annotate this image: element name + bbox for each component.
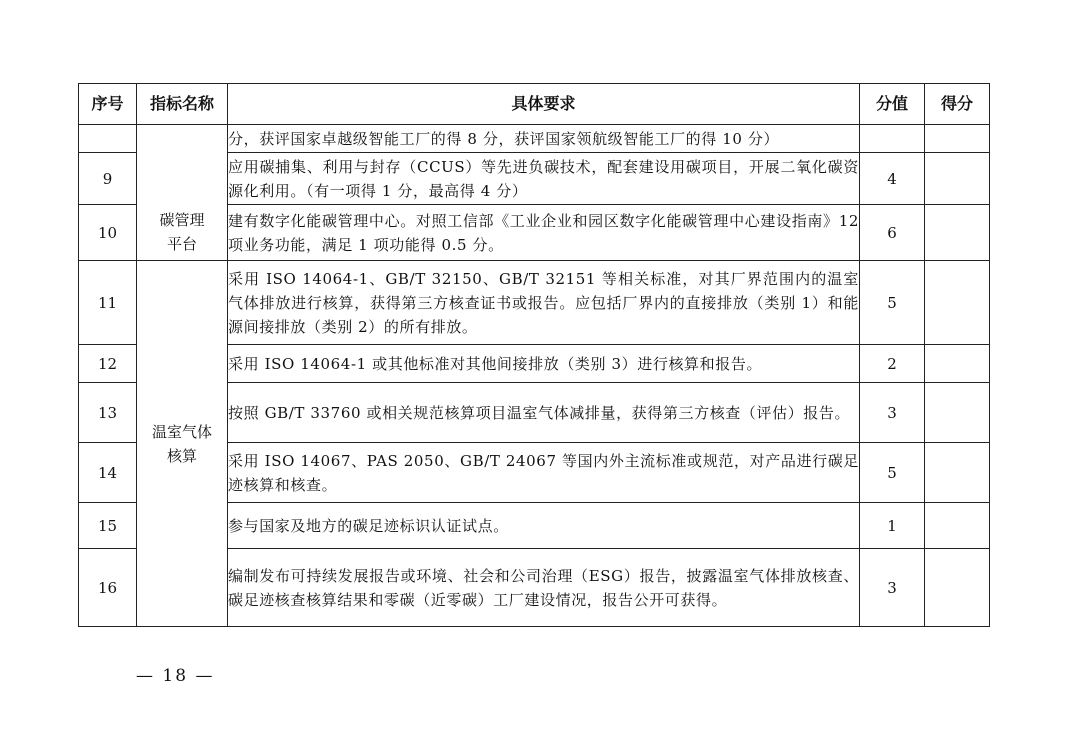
row-earned [925, 383, 990, 443]
page-number: — 18 — [136, 666, 215, 686]
row-serial: 12 [79, 345, 137, 383]
row-earned [925, 153, 990, 205]
row-score [860, 125, 925, 153]
row-serial: 14 [79, 443, 137, 503]
table-header-row [79, 84, 990, 125]
row-score: 3 [860, 383, 925, 443]
row-earned [925, 345, 990, 383]
row-serial: 13 [79, 383, 137, 443]
row-earned [925, 503, 990, 549]
row-earned [925, 443, 990, 503]
row-requirement: 采用 ISO 14064-1、GB/T 32150、GB/T 32151 等相关标准，对其厂界范围内的温室气体排放进行核算，获得第三方核查证书或报告。应包括厂界内的直接排放（类别 1）和能源间接排放（类别 2）的所有排放。 [228, 261, 860, 345]
row-serial: 9 [79, 153, 137, 205]
row-serial: 15 [79, 503, 137, 549]
row-requirement: 编制发布可持续发展报告或环境、社会和公司治理（ESG）报告，披露温室气体排放核查、碳足迹核查核算结果和零碳（近零碳）工厂建设情况，报告公开可获得。 [228, 549, 860, 627]
row-requirement: 应用碳捕集、利用与封存（CCUS）等先进负碳技术，配套建设用碳项目，开展二氧化碳资源化利用。（有一项得 1 分，最高得 4 分） [228, 153, 860, 205]
row-earned [925, 125, 990, 153]
row-score: 3 [860, 549, 925, 627]
indicator-name-carbon-platform [137, 125, 228, 261]
row-requirement: 采用 ISO 14067、PAS 2050、GB/T 24067 等国内外主流标准或规范，对产品进行碳足迹核算和核查。 [228, 443, 860, 503]
row-earned [925, 261, 990, 345]
row-score: 6 [860, 205, 925, 261]
table-row [79, 125, 990, 153]
row-earned [925, 549, 990, 627]
header-earned: 得分 [925, 84, 990, 125]
row-score: 2 [860, 345, 925, 383]
row-serial: 10 [79, 205, 137, 261]
row-score: 5 [860, 443, 925, 503]
row-score: 5 [860, 261, 925, 345]
row-requirement: 按照 GB/T 33760 或相关规范核算项目温室气体减排量，获得第三方核查（评估）报告。 [228, 383, 860, 443]
indicator-name-text: 温室气体 核算 [151, 422, 212, 465]
row-requirement: 分，获评国家卓越级智能工厂的得 8 分，获评国家领航级智能工厂的得 10 分） [228, 125, 860, 153]
header-score: 分值 [860, 84, 925, 125]
row-requirement: 建有数字化能碳管理中心。对照工信部《工业企业和园区数字化能碳管理中心建设指南》12 项业务功能，满足 1 项功能得 0.5 分。 [228, 205, 860, 261]
row-score: 4 [860, 153, 925, 205]
indicator-table [78, 83, 990, 627]
indicator-name-text: 碳管理 平台 [159, 210, 205, 253]
header-indicator-name: 指标名称 [137, 84, 228, 125]
row-requirement: 采用 ISO 14064-1 或其他标准对其他间接排放（类别 3）进行核算和报告。 [228, 345, 860, 383]
header-serial: 序号 [79, 84, 137, 125]
indicator-name-ghg-accounting [137, 261, 228, 627]
row-serial: 11 [79, 261, 137, 345]
header-requirement: 具体要求 [228, 84, 860, 125]
table-row [79, 261, 990, 345]
row-serial: 16 [79, 549, 137, 627]
row-earned [925, 205, 990, 261]
row-score: 1 [860, 503, 925, 549]
row-requirement: 参与国家及地方的碳足迹标识认证试点。 [228, 503, 860, 549]
row-serial [79, 125, 137, 153]
